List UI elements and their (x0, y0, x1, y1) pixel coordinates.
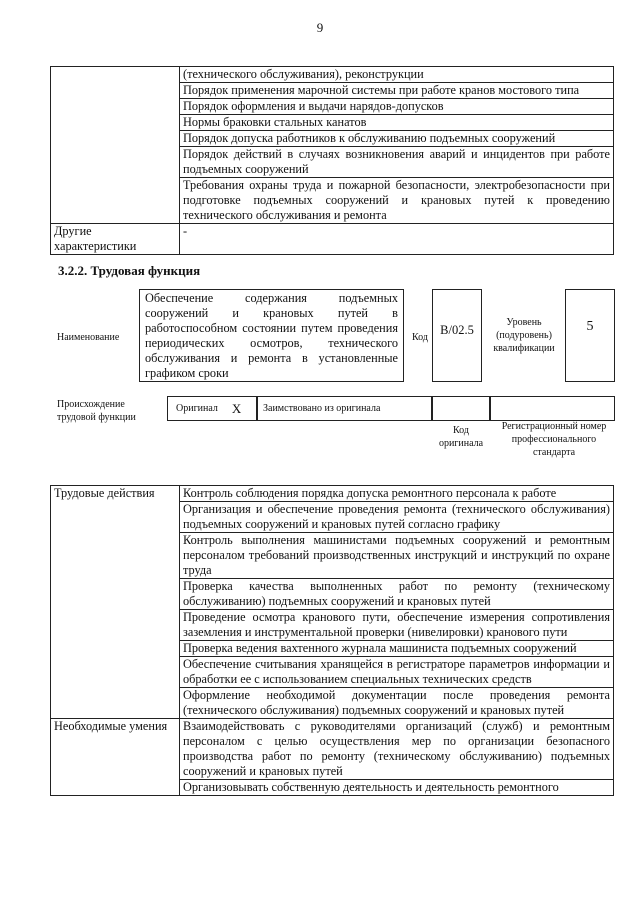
row-item: Проведение осмотра кранового пути, обеспечение измерения сопротивления заземления и инструментальной проверки (нивелировки) кранового пути (180, 610, 614, 641)
function-name-box: Обеспечение содержания подъемных сооружений и крановых путей в работоспособном состоянии путем проведения периодических осмотров, технического обслуживания и ремонта в установленные графиком сроки (139, 289, 404, 382)
original-code-caption: Код оригинала (438, 425, 484, 449)
reg-number-caption: Регистрационный номер профессионального стандарта (501, 421, 607, 458)
function-table (50, 485, 614, 796)
row-item: Организация и обеспечение проведения ремонта (технического обслуживания) подъемных сооружений и крановых путей согласно графику (180, 502, 614, 533)
page-number: 9 (316, 20, 324, 35)
function-code: B/02.5 (440, 323, 474, 337)
row-item: Порядок применения марочной системы при работе кранов мостового типа (180, 83, 614, 99)
row-item: Порядок допуска работников к обслуживанию подъемных сооружений (180, 131, 614, 147)
name-label: Наименование (57, 332, 120, 343)
original-box (167, 396, 257, 421)
row-item: (технического обслуживания), реконструкции (180, 67, 614, 83)
table-row (51, 719, 614, 780)
row-item: Порядок действий в случаях возникновения аварий и инцидентов при работе подъемных сооружений (180, 147, 614, 178)
row-label (51, 67, 180, 224)
row-item: Проверка качества выполненных работ по ремонту (техническому обслуживанию) подъемных сооружений и крановых путей (180, 579, 614, 610)
original-code-box (432, 396, 490, 421)
origin-label: Происхождение трудовой функции (57, 399, 136, 423)
level-value: 5 (586, 318, 594, 334)
row-label: Трудовые действия (51, 486, 180, 719)
row-label: Другие характеристики (51, 224, 180, 255)
row-item: Обеспечение считывания хранящейся в регистраторе параметров информации и обработки ее с использованием специальных технических средств (180, 657, 614, 688)
level-label: Уровень (подуровень) квалификации (493, 317, 555, 354)
row-item: Контроль выполнения машинистами подъемных сооружений и ремонтным персоналом требований производственных инструкций и инструкций по охране труда (180, 533, 614, 579)
row-item: Взаимодействовать с руководителями организаций (служб) и ремонтным персоналом с целью осуществления мер по организации безопасного производства работ по ремонту (техническому обслуживанию) подъемных сооружений и крановых путей (180, 719, 614, 780)
row-item: Контроль соблюдения порядка допуска ремонтного персонала к работе (180, 486, 614, 502)
knowledge-table-body (51, 67, 614, 255)
code-label: Код (412, 332, 428, 343)
row-item: Порядок оформления и выдачи нарядов-допусков (180, 99, 614, 115)
function-code-box (432, 289, 482, 382)
table-row (51, 486, 614, 502)
row-item: Требования охраны труда и пожарной безопасности, электробезопасности при подготовке подъемных сооружений и крановых путей к проведению технического обслуживания и ремонта (180, 178, 614, 224)
original-label: Оригинал (176, 403, 218, 414)
function-table-body (51, 486, 614, 796)
level-box (565, 289, 615, 382)
borrowed-box (257, 396, 432, 421)
table-row (51, 224, 614, 255)
row-item: - (180, 224, 614, 255)
row-item: Оформление необходимой документации после проведения ремонта (технического обслуживания) подъемных сооружений и крановых путей (180, 688, 614, 719)
borrowed-label: Заимствовано из оригинала (263, 403, 381, 414)
row-item: Нормы браковки стальных канатов (180, 115, 614, 131)
row-item: Проверка ведения вахтенного журнала машиниста подъемных сооружений (180, 641, 614, 657)
section-title: 3.2.2. Трудовая функция (58, 263, 201, 278)
reg-number-box (490, 396, 615, 421)
original-mark: X (231, 401, 242, 416)
knowledge-table (50, 66, 614, 255)
row-label: Необходимые умения (51, 719, 180, 796)
row-item: Организовывать собственную деятельность и деятельность ремонтного (180, 780, 614, 796)
table-row (51, 67, 614, 83)
